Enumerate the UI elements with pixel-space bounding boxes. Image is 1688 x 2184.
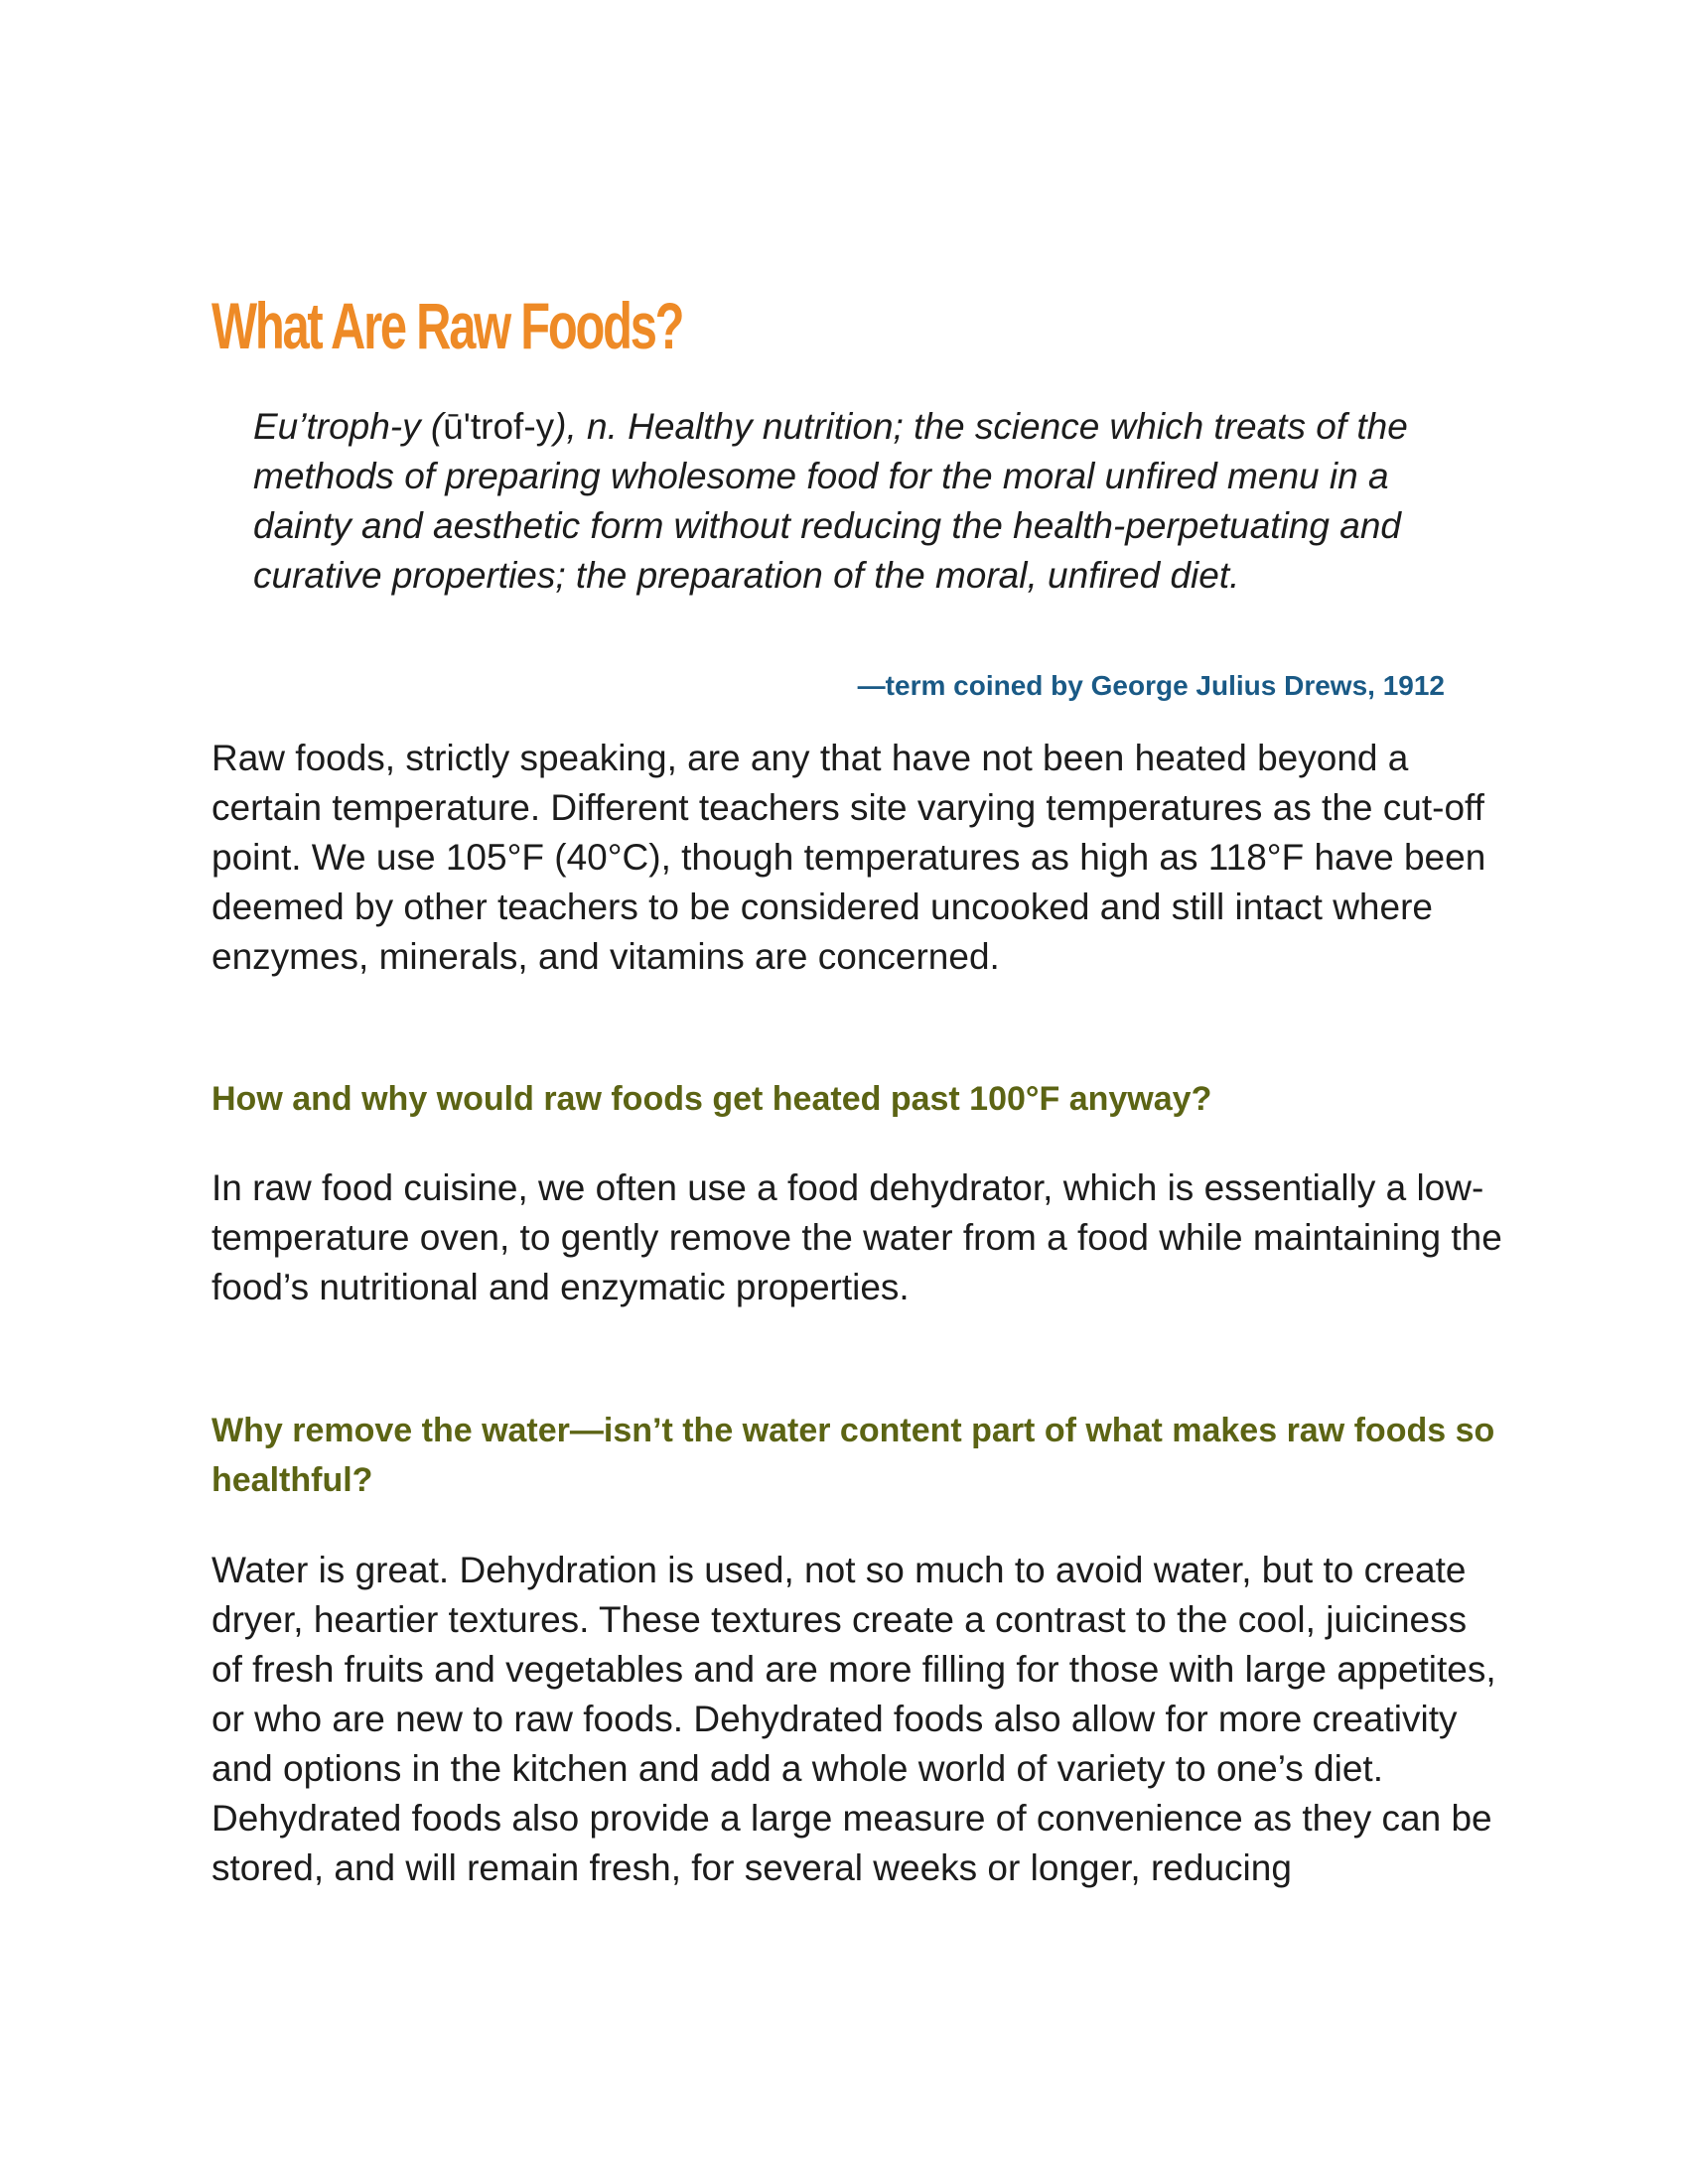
paragraph-raw-foods-definition: Raw foods, strictly speaking, are any that have not been heated beyond a certain temperature. Different teachers site varying temperatures as the cut-off point. We use 105°F (40°C), though temperatures as high as 118°F have been deemed by other teachers to be considered uncooked and still intact where enzymes, minerals, and vitamins are concerned. bbox=[211, 738, 1486, 977]
question-heading-heating: How and why would raw foods get heated past 100°F anyway? bbox=[211, 1080, 1212, 1118]
definition-pronunciation: ū'trof-y bbox=[443, 406, 555, 447]
definition-text: ), n. Healthy nutrition; the science which treats of the methods of preparing wholesome food for the moral unfired menu in a dainty and aesthetic form without reducing the health-perpetuating and curative properties; the preparation of the moral, unfired diet. bbox=[253, 406, 1408, 596]
question-heading-water: Why remove the water—isn’t the water content part of what makes raw foods so healthful? bbox=[211, 1412, 1495, 1499]
paragraph-dehydrator: In raw food cuisine, we often use a food dehydrator, which is essentially a low-temperature oven, to gently remove the water from a food while maintaining the food’s nutritional and enzymatic properties. bbox=[211, 1167, 1502, 1307]
definition-quote bbox=[253, 402, 1475, 601]
paragraph-dehydration-benefits: Water is great. Dehydration is used, not so much to avoid water, but to create dryer, heartier textures. These textures create a contrast to the cool, juiciness of fresh fruits and vegetables and are more filling for those with large appetites, or who are new to raw foods. Dehydrated foods also allow for more creativity and options in the kitchen and add a whole world of variety to one’s diet. Dehydrated foods also provide a large measure of convenience as they can be stored, and will remain fresh, for several weeks or longer, reducing bbox=[211, 1550, 1496, 1888]
page-title: What Are Raw Foods? bbox=[211, 289, 683, 362]
quote-attribution: —term coined by George Julius Drews, 1912 bbox=[857, 670, 1445, 701]
definition-headword: Eu’troph-y ( bbox=[253, 406, 444, 447]
